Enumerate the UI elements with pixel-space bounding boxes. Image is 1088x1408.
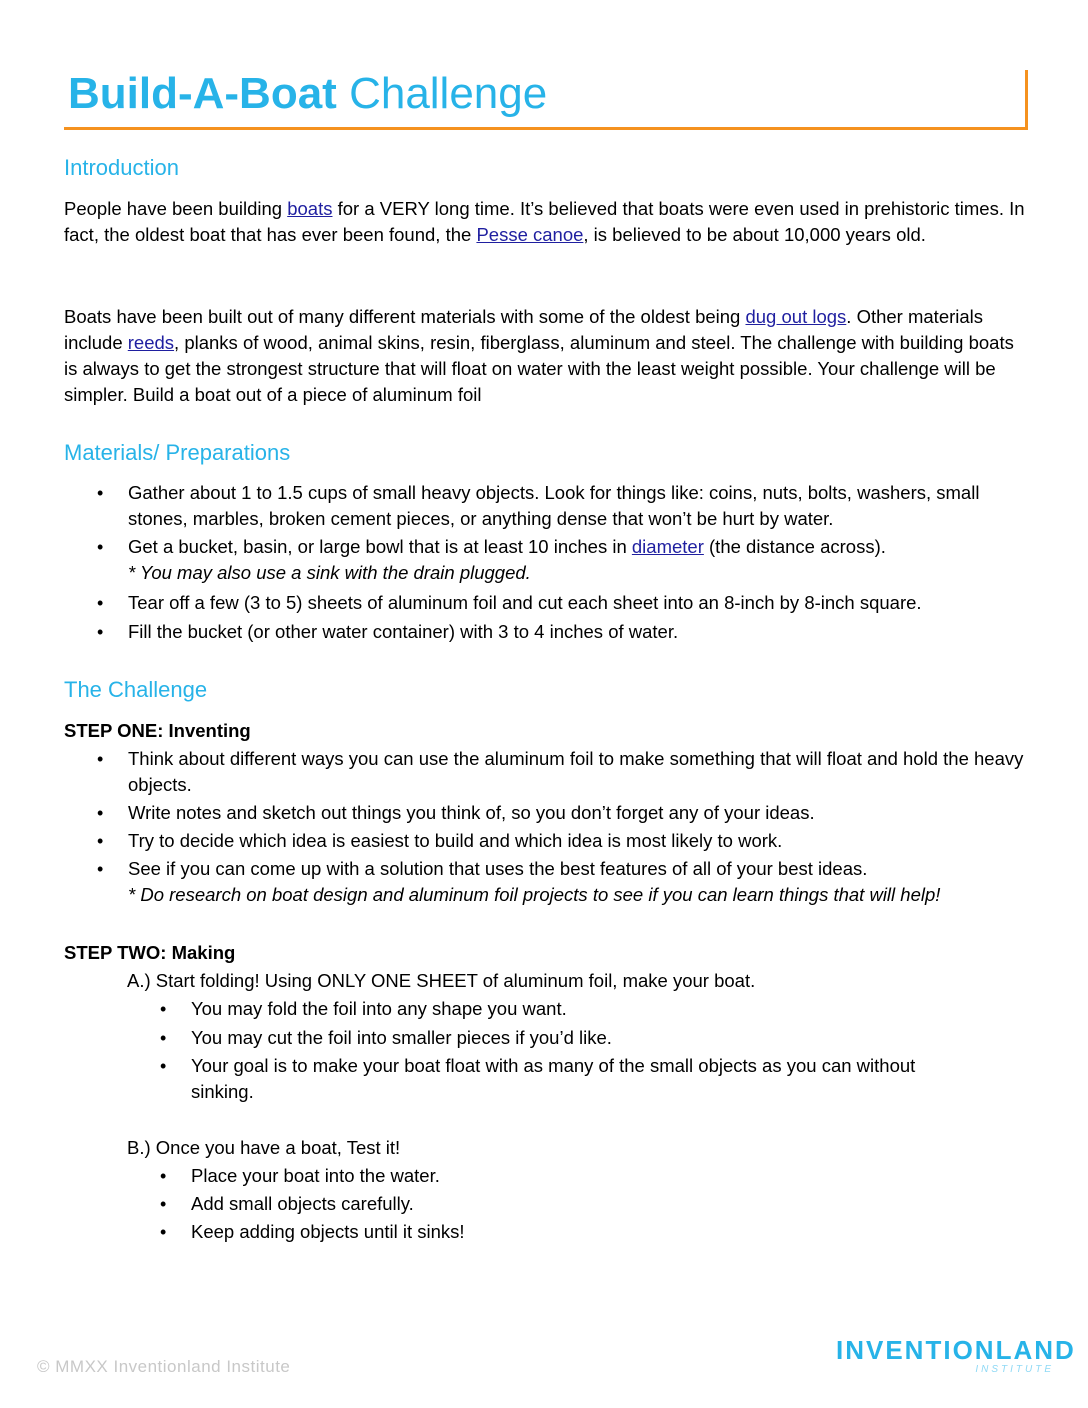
- research-note: * Do research on boat design and aluminum foil projects to see if you can learn things that will help!: [128, 884, 941, 905]
- title-bold: Build-A-Boat: [68, 69, 337, 118]
- list-item-text: Add small objects carefully.: [191, 1193, 414, 1214]
- bullet-icon: •: [160, 1166, 167, 1186]
- page-title: [68, 68, 547, 120]
- bullet-icon: •: [160, 1222, 167, 1242]
- list-item-text: Think about different ways you can use the aluminum foil to make something that will float and hold the heavy objects.: [128, 748, 1024, 795]
- reeds-link[interactable]: reeds: [127, 332, 175, 353]
- logo-subtitle: INSTITUTE: [975, 1364, 1054, 1375]
- challenge-heading: The Challenge: [64, 677, 208, 702]
- intro-p2-text-a: Boats have been built out of many different materials with some of the oldest being: [64, 306, 746, 327]
- bullet-icon: •: [97, 803, 104, 823]
- step-a-text: A.) Start folding! Using ONLY ONE SHEET of aluminum foil, make your boat.: [127, 970, 756, 991]
- title-corner-line: [1025, 70, 1028, 130]
- list-item-text-b: (the distance across).: [703, 536, 886, 557]
- logo-wordmark: INVENTIONLAND: [836, 1335, 1076, 1365]
- bullet-icon: •: [160, 1194, 167, 1214]
- bullet-icon: •: [97, 593, 104, 613]
- copyright-footer: © MMXX Inventionland Institute: [37, 1357, 291, 1376]
- step-two-heading: STEP TWO: Making: [64, 942, 236, 963]
- bullet-icon: •: [160, 999, 167, 1019]
- list-item-text-main: See if you can come up with a solution that uses the best features of all of your best ideas.: [128, 858, 868, 879]
- bullet-icon: •: [160, 1056, 167, 1076]
- bullet-icon: •: [97, 831, 104, 851]
- bullet-icon: •: [160, 1028, 167, 1048]
- intro-p2-text-b: . Other materials include: [64, 306, 984, 353]
- pesse-canoe-link[interactable]: Pesse canoe: [476, 224, 584, 245]
- list-item-text: [128, 534, 1028, 586]
- dug-out-logs-link[interactable]: dug out logs: [745, 306, 847, 327]
- bullet-icon: •: [97, 749, 104, 769]
- list-item-text: Tear off a few (3 to 5) sheets of aluminum foil and cut each sheet into an 8-inch by 8-inch square.: [128, 592, 922, 613]
- diameter-link[interactable]: diameter: [631, 536, 704, 557]
- intro-p1-text-c: , is believed to be about 10,000 years old.: [583, 224, 926, 245]
- bullet-icon: •: [97, 859, 104, 879]
- bullet-icon: •: [97, 622, 104, 642]
- inventionland-logo: [836, 1335, 1076, 1379]
- intro-paragraph-2: [64, 304, 1029, 408]
- boats-link[interactable]: boats: [287, 198, 333, 219]
- intro-p2-text-c: , planks of wood, animal skins, resin, fiberglass, aluminum and steel. The challenge with building boats is always to get the strongest structure that will float on water with the least weight possible. Your challenge will be simpler. Build a boat out of a piece of aluminum foil: [64, 332, 1014, 405]
- bullet-icon: •: [97, 483, 104, 503]
- title-block: [64, 68, 1028, 130]
- list-item-text: You may fold the foil into any shape you want.: [191, 998, 567, 1019]
- list-item-text: You may cut the foil into smaller pieces if you’d like.: [191, 1027, 612, 1048]
- materials-heading: Materials/ Preparations: [64, 440, 291, 465]
- sink-note: * You may also use a sink with the drain plugged.: [128, 562, 531, 583]
- list-item-text: Your goal is to make your boat float with as many of the small objects as you can without sinking.: [191, 1055, 916, 1102]
- step-b-text: B.) Once you have a boat, Test it!: [127, 1137, 401, 1158]
- list-item-text-a: Get a bucket, basin, or large bowl that is at least 10 inches in: [128, 536, 632, 557]
- title-underline: [64, 127, 1028, 130]
- list-item-text: [128, 856, 1028, 908]
- list-item-text: Place your boat into the water.: [191, 1165, 440, 1186]
- list-item-text: Keep adding objects until it sinks!: [191, 1221, 465, 1242]
- list-item-text: Gather about 1 to 1.5 cups of small heavy objects. Look for things like: coins, nuts, bolts, washers, small stones, marbles, broken cement pieces, or anything dense that won’t be hurt by water.: [128, 482, 980, 529]
- intro-p1-text-a: People have been building: [64, 198, 288, 219]
- intro-p1-text-b: for a VERY long time. It’s believed that boats were even used in prehistoric times. In fact, the oldest boat that has ever been found, the: [64, 198, 1025, 245]
- title-rest: Challenge: [336, 69, 548, 118]
- step-one-heading: STEP ONE: Inventing: [64, 720, 251, 741]
- list-item-text: Fill the bucket (or other water container) with 3 to 4 inches of water.: [128, 621, 679, 642]
- list-item-text: Write notes and sketch out things you think of, so you don’t forget any of your ideas.: [128, 802, 815, 823]
- intro-heading: Introduction: [64, 155, 179, 180]
- intro-paragraph-1: [64, 196, 1029, 248]
- bullet-icon: •: [97, 537, 104, 557]
- list-item-text: Try to decide which idea is easiest to build and which idea is most likely to work.: [128, 830, 783, 851]
